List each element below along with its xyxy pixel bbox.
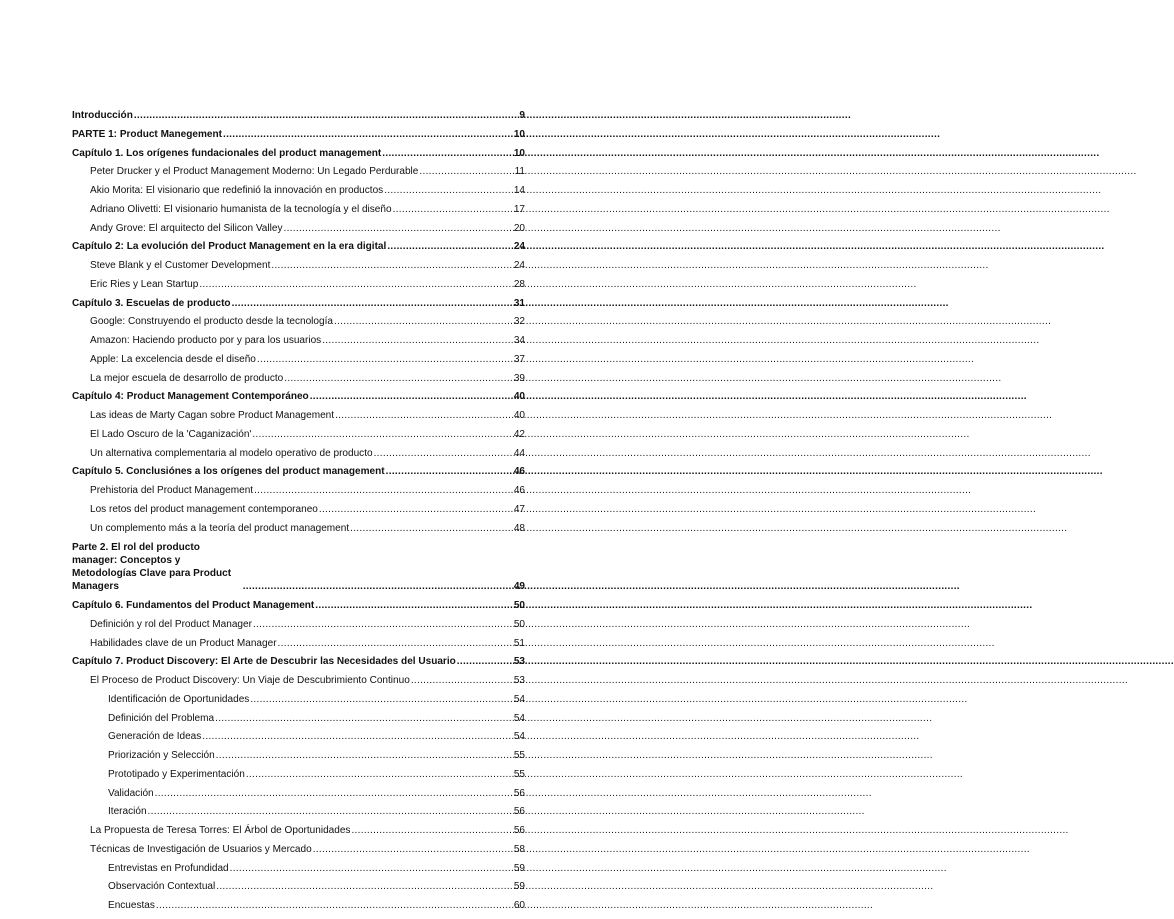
toc-entry-page-number: 53 (513, 656, 525, 668)
toc-entry-page-number: 53 (513, 675, 525, 686)
toc-entry[interactable] (72, 223, 525, 235)
dot-leader (254, 485, 513, 497)
toc-heading-entry[interactable] (72, 298, 525, 310)
dot-leader (334, 316, 513, 328)
toc-entry[interactable] (72, 881, 525, 893)
dot-leader (283, 223, 512, 235)
dot-leader (216, 750, 513, 762)
toc-entry-page-number: 46 (513, 466, 525, 478)
toc-entry-title: Técnicas de Investigación de Usuarios y Mercado (90, 843, 312, 855)
toc-entry-title: Un complemento más a la teoría del product management (90, 522, 350, 534)
toc-entry-title: Los retos del product management contemporaneo (90, 503, 318, 515)
toc-heading-entry[interactable] (72, 466, 525, 478)
toc-entry-title: El Lado Oscuro de la 'Caganización' (90, 428, 252, 440)
toc-entry-title: Adriano Olivetti: El visionario humanista de la tecnología y el diseño (90, 203, 392, 215)
toc-entry-page-number: 32 (513, 316, 525, 328)
dot-leader (319, 504, 513, 516)
dot-leader (215, 713, 513, 725)
toc-entry-title: Definición y rol del Product Manager (90, 618, 252, 630)
dot-leader (148, 806, 513, 818)
toc-entry[interactable] (72, 825, 525, 837)
toc-heading-entry[interactable] (72, 148, 525, 160)
dot-leader (232, 298, 513, 310)
toc-entry-title: Peter Drucker y el Product Management Moderno: Un Legado Perdurable (90, 166, 419, 178)
toc-heading-entry[interactable] (72, 110, 525, 122)
table-of-contents (72, 110, 525, 919)
toc-entry-page-number: 39 (513, 372, 525, 384)
toc-entry[interactable] (72, 694, 525, 706)
toc-entry-title: Introducción (72, 110, 133, 121)
dot-leader (246, 769, 513, 781)
toc-entry-title: Iteración (108, 806, 147, 818)
toc-entry-page-number: 54 (513, 693, 525, 705)
toc-heading-entry[interactable] (72, 241, 525, 253)
toc-entry-page-number: 56 (513, 787, 525, 799)
toc-entry-page-number: 49 (513, 581, 525, 593)
toc-entry-page-number: 11 (514, 166, 525, 178)
toc-entry-title: Encuestas (108, 900, 155, 911)
toc-entry-title: Priorización y Selección (108, 750, 215, 761)
dot-leader (310, 391, 513, 403)
toc-entry[interactable] (72, 731, 525, 743)
toc-entry-title: Capítulo 6. Fundamentos del Product Management (72, 600, 315, 611)
toc-entry[interactable] (72, 185, 525, 197)
dot-leader (257, 354, 513, 366)
dot-leader (252, 429, 512, 441)
toc-heading-entry[interactable] (72, 600, 525, 612)
toc-entry[interactable] (72, 788, 525, 800)
toc-entry[interactable] (72, 166, 525, 178)
dot-leader (230, 863, 513, 875)
toc-entry-title: Andy Grove: El arquitecto del Silicon Valley (90, 222, 283, 234)
toc-entry-title: Prehistoria del Product Management (90, 485, 254, 496)
toc-entry-title: Habilidades clave de un Product Manager (90, 637, 277, 649)
dot-leader (216, 881, 513, 893)
toc-entry-page-number: 24 (513, 241, 525, 253)
dot-leader (315, 600, 513, 612)
toc-entry-page-number: 46 (513, 485, 525, 496)
toc-entry-page-number: 14 (513, 185, 525, 196)
toc-entry-page-number: 40 (513, 391, 525, 403)
toc-entry-page-number: 54 (513, 731, 525, 743)
toc-heading-entry[interactable] (72, 391, 525, 403)
dot-leader (313, 844, 513, 856)
toc-entry-title: Generación de Ideas (108, 731, 202, 743)
dot-leader (393, 204, 513, 216)
toc-entry-title: Entrevistas en Profundidad (108, 862, 229, 874)
toc-entry[interactable] (72, 279, 525, 291)
dot-leader (278, 638, 513, 650)
dot-leader (202, 731, 513, 743)
toc-entry-page-number: 58 (513, 843, 525, 855)
toc-entry-title: Un alternativa complementaria al modelo operativo de producto (90, 447, 373, 459)
toc-entry-page-number: 20 (513, 222, 525, 234)
toc-entry-page-number: 55 (513, 768, 525, 780)
dot-leader (374, 448, 513, 460)
toc-entry[interactable] (72, 750, 525, 762)
toc-entry-title: La mejor escuela de desarrollo de producto (90, 372, 284, 384)
toc-entry-page-number: 50 (513, 618, 525, 630)
toc-entry-title: Definición del Problema (108, 712, 215, 724)
toc-entry-title: Identificación de Oportunidades (108, 693, 250, 705)
toc-heading-entry[interactable] (72, 656, 525, 668)
toc-entry-page-number: 17 (513, 203, 525, 215)
toc-entry-page-number: 24 (513, 260, 525, 271)
dot-leader (386, 466, 513, 478)
toc-entry[interactable] (72, 713, 525, 725)
dot-leader (457, 656, 513, 668)
toc-entry-title: Capítulo 2: La evolución del Product Management en la era digital (72, 241, 387, 253)
toc-entry-page-number: 47 (513, 503, 525, 515)
toc-entry[interactable] (72, 619, 525, 631)
toc-entry-title: Capítulo 7. Product Discovery: El Arte de Descubrir las Necesidades del Usuario (72, 656, 456, 668)
dot-leader (382, 148, 513, 160)
dot-leader (284, 373, 513, 385)
toc-entry-page-number: 10 (513, 147, 525, 159)
dot-leader (387, 241, 513, 253)
toc-entry-title: Capítulo 5. Conclusiónes a los orígenes del product management (72, 466, 385, 478)
toc-entry[interactable] (72, 485, 525, 497)
dot-leader (134, 110, 519, 122)
dot-leader (155, 788, 513, 800)
toc-entry[interactable] (72, 806, 525, 818)
toc-entry-title: Amazon: Haciendo producto por y para los usuarios (90, 335, 322, 346)
dot-leader (243, 581, 513, 593)
toc-entry-page-number: 51 (513, 637, 525, 649)
dot-leader (322, 335, 513, 347)
toc-entry-title: PARTE 1: Product Manegement (72, 128, 222, 140)
toc-entry-page-number: 40 (513, 410, 525, 421)
dot-leader (419, 166, 513, 178)
toc-entry-title: La Propuesta de Teresa Torres: El Árbol de Oportunidades (90, 825, 351, 836)
dot-leader (253, 619, 513, 631)
dot-leader (223, 129, 513, 141)
toc-entry-title: Akio Morita: El visionario que redefinió la innovación en productos (90, 185, 384, 196)
dot-leader (199, 279, 512, 291)
toc-entry[interactable] (72, 316, 525, 328)
toc-entry-title: Parte 2. El rol del producto manager: Conceptos y Metodologías Clave para Product Managers (72, 542, 232, 593)
toc-entry-page-number: 31 (513, 297, 525, 309)
toc-entry-page-number: 10 (513, 128, 525, 140)
toc-entry[interactable] (72, 335, 525, 347)
toc-entry-title: Las ideas de Marty Cagan sobre Product Management (90, 410, 335, 421)
toc-entry[interactable] (72, 844, 525, 856)
toc-entry[interactable] (72, 260, 525, 272)
toc-entry[interactable] (72, 373, 525, 385)
toc-entry[interactable] (72, 354, 525, 366)
toc-entry[interactable] (72, 504, 525, 516)
toc-entry[interactable] (72, 863, 525, 875)
toc-entry[interactable] (72, 523, 525, 535)
toc-entry-page-number: 42 (513, 428, 525, 440)
dot-leader (350, 523, 513, 535)
dot-leader (411, 675, 513, 687)
toc-entry[interactable] (72, 448, 525, 460)
toc-entry-page-number: 55 (513, 750, 525, 761)
toc-entry-page-number: 59 (513, 862, 525, 874)
toc-entry-title: Apple: La excelencia desde el diseño (90, 353, 256, 365)
toc-entry-title: Steve Blank y el Customer Development (90, 260, 271, 271)
toc-entry-page-number: 59 (513, 881, 525, 893)
toc-entry-title: Google: Construyendo el producto desde la tecnología (90, 316, 333, 328)
toc-entry-page-number: 44 (513, 447, 525, 459)
dot-leader (250, 694, 513, 706)
toc-entry-page-number: 9 (519, 110, 525, 121)
dot-leader (384, 185, 513, 197)
toc-entry-title: Observación Contextual (108, 881, 216, 893)
toc-entry-page-number: 60 (513, 900, 525, 911)
toc-entry[interactable] (72, 638, 525, 650)
toc-entry-page-number: 37 (513, 353, 525, 365)
toc-heading-entry[interactable] (72, 541, 525, 593)
toc-entry[interactable] (72, 429, 525, 441)
dot-leader (271, 260, 512, 272)
toc-entry-title: Validación (108, 787, 154, 799)
toc-entry-page-number: 54 (513, 712, 525, 724)
toc-entry-page-number: 28 (513, 278, 525, 290)
toc-entry-title: Capítulo 1. Los orígenes fundacionales del product management (72, 147, 382, 159)
toc-entry[interactable] (72, 900, 525, 912)
toc-entry-title: Eric Ries y Lean Startup (90, 278, 199, 290)
toc-entry-page-number: 56 (513, 825, 525, 836)
toc-entry-title: El Proceso de Product Discovery: Un Viaje de Descubrimiento Continuo (90, 675, 410, 686)
toc-entry-page-number: 48 (513, 522, 525, 534)
toc-entry-title: Capítulo 3. Escuelas de producto (72, 297, 231, 309)
toc-entry[interactable] (72, 204, 525, 216)
toc-entry-title: Capítulo 4: Product Management Contemporáneo (72, 391, 309, 403)
toc-entry-title: Prototipado y Experimentación (108, 768, 245, 780)
dot-leader (335, 410, 513, 422)
toc-entry-page-number: 50 (513, 600, 525, 611)
toc-entry[interactable] (72, 769, 525, 781)
toc-entry-page-number: 56 (513, 806, 525, 818)
dot-leader (156, 900, 513, 912)
toc-entry[interactable] (72, 410, 525, 422)
dot-leader (351, 825, 512, 837)
toc-entry-page-number: 34 (513, 335, 525, 346)
toc-entry[interactable] (72, 675, 525, 687)
toc-heading-entry[interactable] (72, 129, 525, 141)
